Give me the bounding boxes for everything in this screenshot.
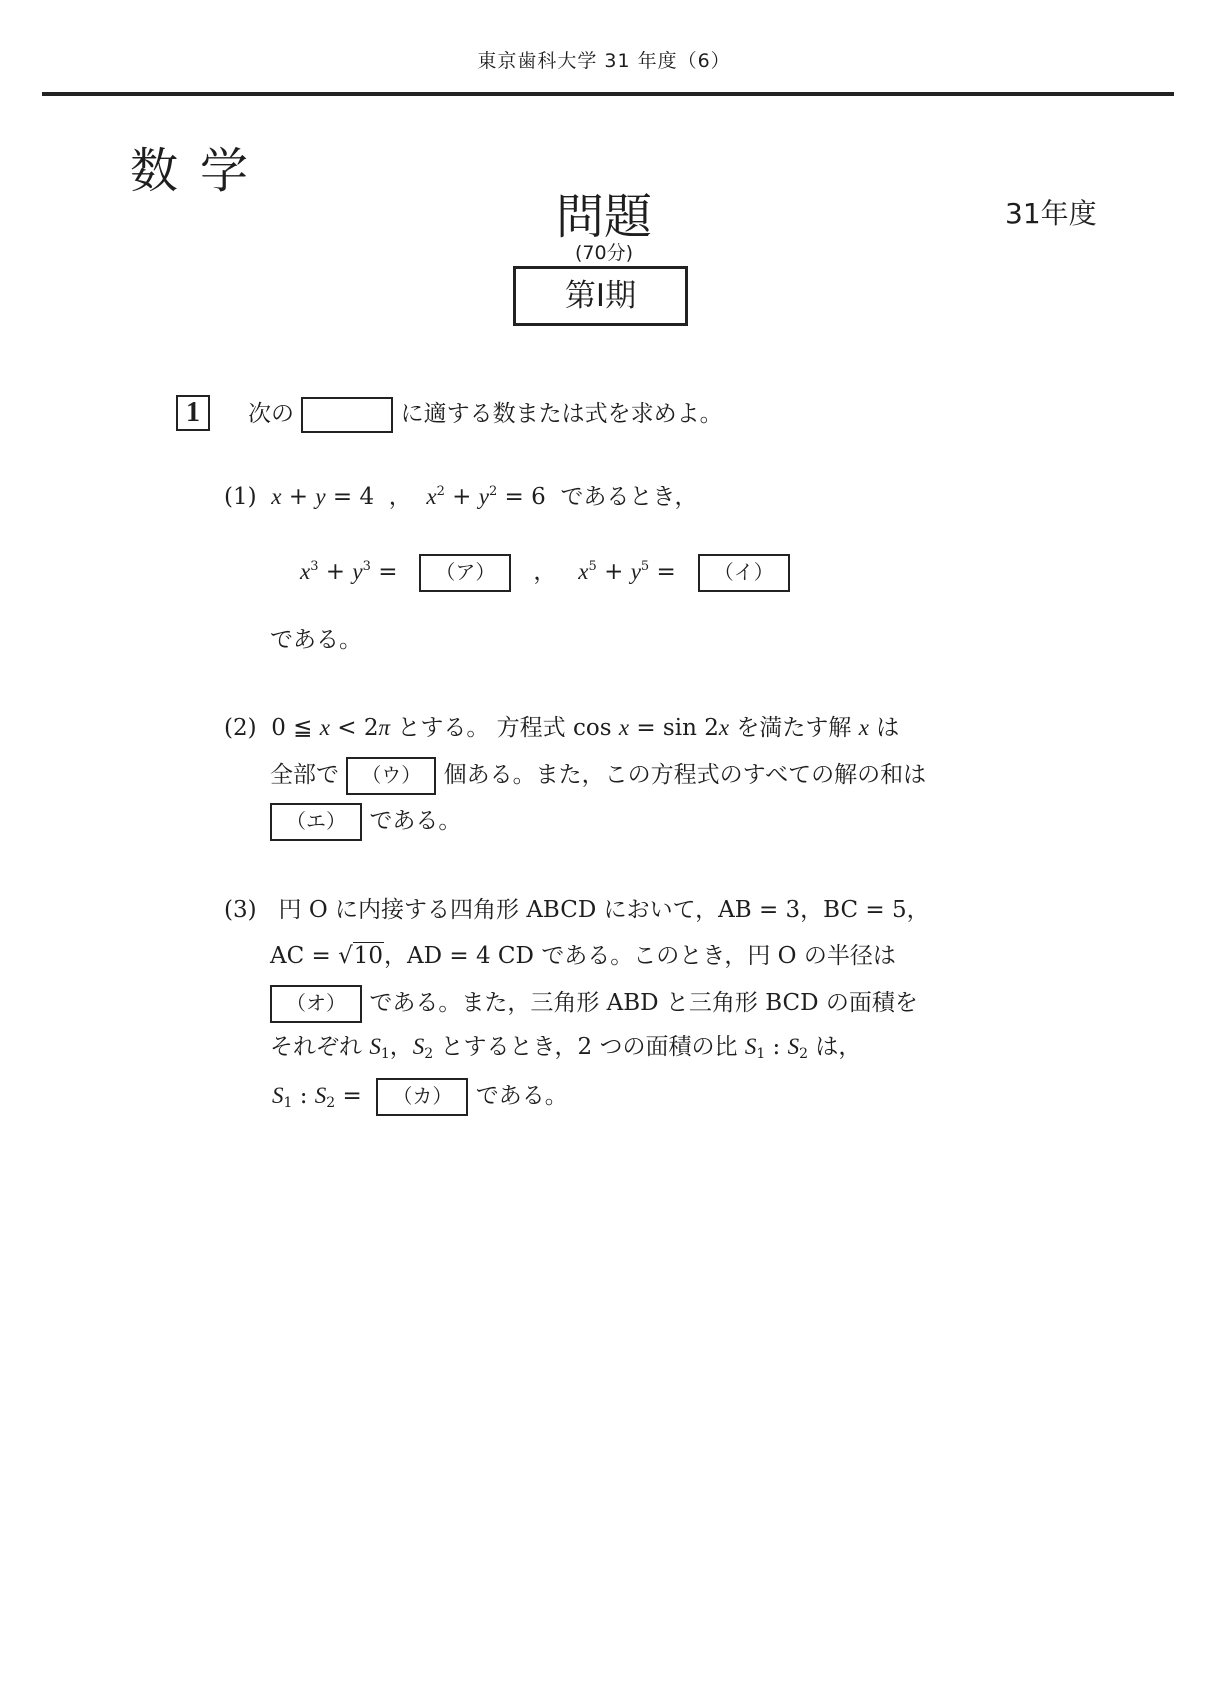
part1-closing: である。 <box>270 627 362 653</box>
answer-blank-o[interactable]: （オ） <box>270 985 362 1023</box>
part2-line1: (2) 0 ≦ x < 2π とする。 方程式 cos x = sin 2x を満たす解 x は <box>224 715 900 741</box>
part1-answers: $x^3 + y^3$ = （ア） ， $x^5 + y^5$ = （イ） <box>300 551 790 592</box>
exam-period-box: 第Ⅰ期 <box>513 266 688 326</box>
instruction-after: に適する数または式を求めよ。 <box>400 401 723 427</box>
part1-tail: であるとき， <box>560 484 698 510</box>
part2-line3: （エ） である。 <box>270 803 461 841</box>
part1-eq1: x <box>271 484 282 509</box>
running-header: 東京歯科大学 31 年度（6） <box>477 50 731 72</box>
part2-line2: 全部で （ウ） 個ある。また，この方程式のすべての解の和は <box>270 757 926 795</box>
answer-blank-u[interactable]: （ウ） <box>346 757 436 795</box>
instruction-before: 次の <box>248 401 294 427</box>
part2-label: (2) <box>224 715 257 741</box>
blank-example <box>301 397 393 433</box>
answer-blank-e[interactable]: （エ） <box>270 803 362 841</box>
part3-line4: それぞれ $S_1$，$S_2$ とするとき，2 つの面積の比 $S_1$ : $S_2$ は， <box>270 1034 862 1062</box>
answer-blank-a[interactable]: （ア） <box>419 554 511 592</box>
subject-title: 数学 <box>130 143 271 199</box>
part3-line2: AC = √10，AD = 4 CD である。このとき，円 O の半径は <box>270 943 896 969</box>
question-number: 1 <box>176 395 210 431</box>
part1-label: (1) <box>224 484 257 510</box>
part1-condition: (1) x + y = 4 ， $x^2 + y^2 = 6$ であるとき， <box>224 484 698 510</box>
answer-blank-ka[interactable]: （カ） <box>376 1078 468 1116</box>
time-limit: (70分) <box>574 242 633 264</box>
question-instruction <box>248 397 723 433</box>
exam-year: 31年度 <box>1005 197 1097 230</box>
part3-line1: (3) 円 O に内接する四角形 ABCD において，AB = 3，BC = 5， <box>224 897 930 923</box>
answer-blank-i[interactable]: （イ） <box>698 554 790 592</box>
part3-line3: （オ） である。また，三角形 ABD と三角形 BCD の面積を <box>270 985 918 1023</box>
page-title: 問題 <box>555 189 652 245</box>
part3-line5: $S_1$ : $S_2$ = （カ） である。 <box>272 1078 568 1119</box>
part3-label: (3) <box>224 897 257 923</box>
header-rule <box>42 92 1174 96</box>
